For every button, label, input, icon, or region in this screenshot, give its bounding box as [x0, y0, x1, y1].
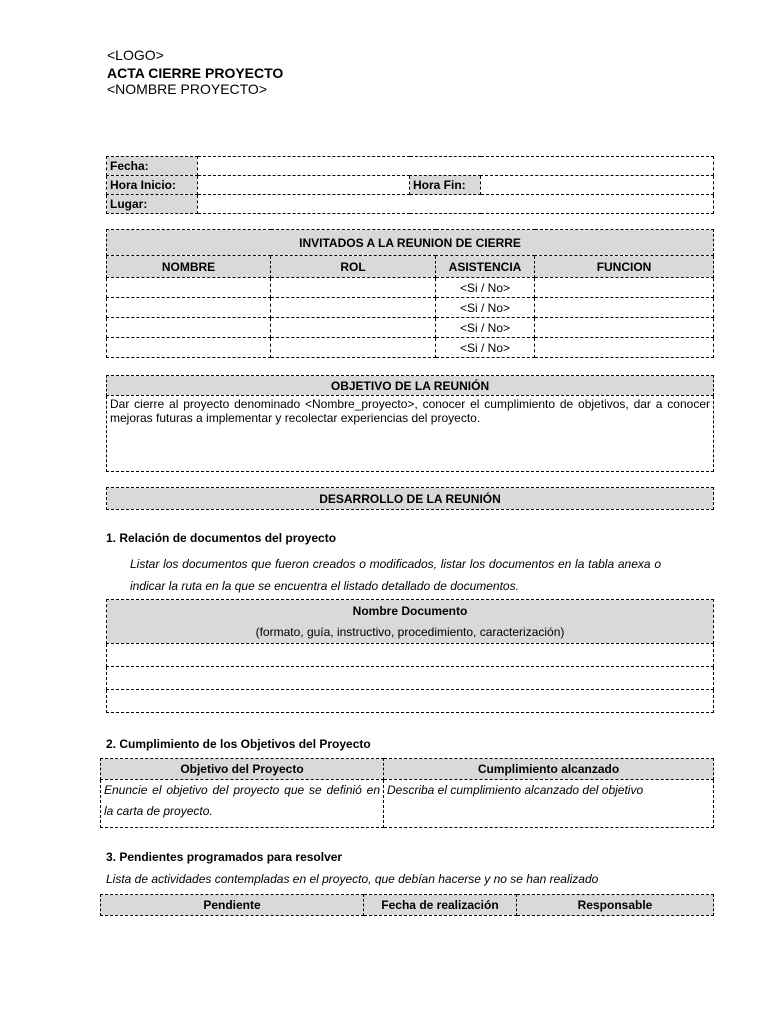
table-row: [107, 690, 714, 713]
table-row: [107, 644, 714, 667]
section2-heading: 2. Cumplimiento de los Objetivos del Proyecto: [106, 737, 371, 751]
lugar-label: Lugar:: [107, 195, 198, 214]
documento-cell[interactable]: [107, 644, 714, 667]
objetivo-proyecto-cell[interactable]: Enuncie el objetivo del proyecto que se definió en la carta de proyecto.: [101, 780, 384, 828]
invitados-title: INVITADOS A LA REUNION DE CIERRE: [107, 230, 714, 256]
hora-inicio-label: Hora Inicio:: [107, 176, 198, 195]
col-funcion: FUNCION: [535, 256, 714, 278]
section3-heading: 3. Pendientes programados para resolver: [106, 850, 343, 864]
invitados-table: [106, 229, 714, 358]
funcion-cell[interactable]: [535, 278, 714, 298]
col-cumplimiento: Cumplimiento alcanzado: [384, 759, 714, 780]
funcion-cell[interactable]: [535, 298, 714, 318]
table-row: [107, 298, 714, 318]
meeting-info-table: [106, 156, 714, 214]
table-row: [107, 667, 714, 690]
col-responsable: Responsable: [517, 895, 714, 916]
desarrollo-table: [106, 487, 714, 510]
asistencia-cell[interactable]: <Si / No>: [436, 298, 535, 318]
asistencia-cell[interactable]: <Si / No>: [436, 338, 535, 358]
nombre-cell[interactable]: [107, 318, 271, 338]
section3-instructions: Lista de actividades contempladas en el proyecto, que debían hacerse y no se han realizado: [106, 872, 599, 886]
rol-cell[interactable]: [271, 318, 436, 338]
fecha-label: Fecha:: [107, 157, 198, 176]
logo-placeholder: <LOGO>: [107, 47, 164, 63]
cumplimiento-table: [100, 758, 714, 828]
hora-inicio-field[interactable]: [198, 176, 410, 195]
col-rol: ROL: [271, 256, 436, 278]
rol-cell[interactable]: [271, 338, 436, 358]
table-row: [107, 338, 714, 358]
section1-heading: 1. Relación de documentos del proyecto: [106, 531, 337, 545]
rol-cell[interactable]: [271, 278, 436, 298]
pendientes-table: [100, 894, 714, 916]
lugar-field[interactable]: [198, 195, 714, 214]
funcion-cell[interactable]: [535, 318, 714, 338]
document-title: ACTA CIERRE PROYECTO: [107, 65, 284, 81]
section1-instructions: Listar los documentos que fueron creados o modificados, listar los documentos en la tabla anexa o indicar la ruta en la que se encuentra el listado detallado de documentos.: [130, 557, 661, 593]
documento-cell[interactable]: [107, 690, 714, 713]
documentos-header-title: Nombre Documento: [352, 603, 468, 618]
col-asistencia: ASISTENCIA: [436, 256, 535, 278]
cumplimiento-cell[interactable]: Describa el cumplimiento alcanzado del objetivo: [384, 780, 714, 828]
rol-cell[interactable]: [271, 298, 436, 318]
documentos-table: [106, 599, 714, 713]
col-fecha-realizacion: Fecha de realización: [364, 895, 517, 916]
desarrollo-title: DESARROLLO DE LA REUNIÓN: [107, 488, 714, 510]
asistencia-cell[interactable]: <Si / No>: [436, 278, 535, 298]
funcion-cell[interactable]: [535, 338, 714, 358]
objetivo-text: Dar cierre al proyecto denominado <Nombre_proyecto>, conocer el cumplimiento de objetivos, dar a conocer mejoras futuras a implementar y recolectar experiencias del proyecto.: [107, 396, 714, 472]
documentos-header-subtitle: (formato, guía, instructivo, procedimiento, caracterización): [255, 624, 565, 639]
col-pendiente: Pendiente: [101, 895, 364, 916]
objetivo-title: OBJETIVO DE LA REUNIÓN: [107, 376, 714, 396]
objetivo-table: [106, 375, 714, 472]
documento-cell[interactable]: [107, 667, 714, 690]
nombre-cell[interactable]: [107, 298, 271, 318]
fecha-field[interactable]: [198, 157, 714, 176]
project-name: <NOMBRE PROYECTO>: [107, 81, 268, 97]
col-nombre: NOMBRE: [107, 256, 271, 278]
col-objetivo-proyecto: Objetivo del Proyecto: [101, 759, 384, 780]
asistencia-cell[interactable]: <Si / No>: [436, 318, 535, 338]
table-row: [107, 318, 714, 338]
table-row: [107, 278, 714, 298]
nombre-cell[interactable]: [107, 278, 271, 298]
hora-fin-field[interactable]: [481, 176, 714, 195]
documentos-header: [107, 600, 714, 644]
hora-fin-label: Hora Fin:: [410, 176, 481, 195]
nombre-cell[interactable]: [107, 338, 271, 358]
